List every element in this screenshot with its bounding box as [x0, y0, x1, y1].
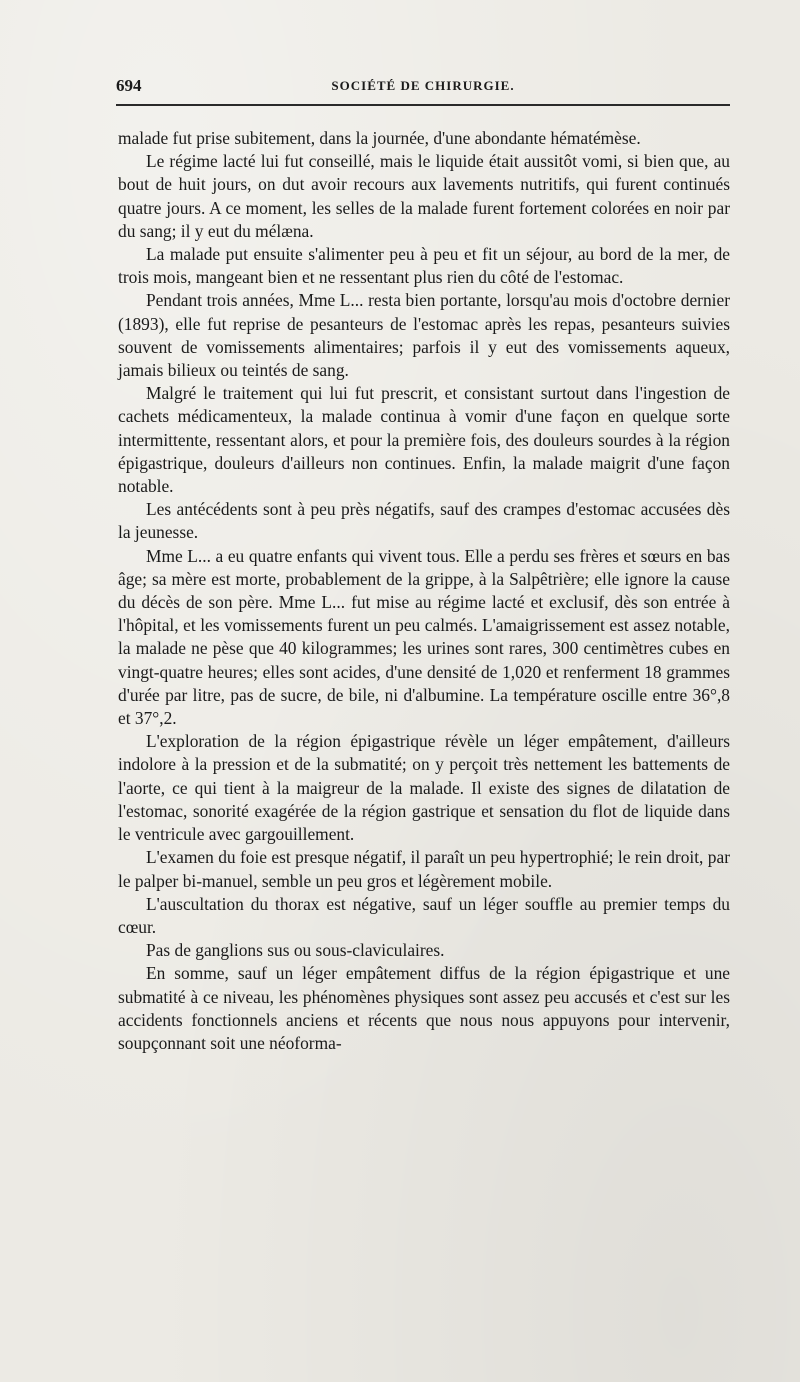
paragraph: malade fut prise subitement, dans la journée, d'une abondante hématémèse. — [118, 128, 641, 148]
paragraph: L'auscultation du thorax est négative, sauf un léger souffle au premier temps du cœur. — [118, 893, 730, 937]
paragraph: Malgré le traitement qui lui fut prescrit, et consistant surtout dans l'ingestion de cachets médicamenteux, la malade continua à vomir d'une façon en quelque sorte intermittente, ressentant alors, et pour la première fois, des douleurs sourdes à la région épigastrique, douleurs d'ailleurs non continues. Enfin, la malade maigrit d'une façon notable. — [118, 383, 730, 497]
running-title: SOCIÉTÉ DE CHIRURGIE. — [331, 78, 515, 93]
paragraph: Le régime lacté lui fut conseillé, mais le liquide était aussitôt vomi, si bien que, au bout de huit jours, on dut avoir recours aux lavements nutritifs, qui furent continués quatre jours. A ce moment, les selles de la malade furent fortement colorées en noir par du sang; il y eut du mélæna. — [118, 151, 730, 241]
paragraph: Pas de ganglions sus ou sous-claviculaires. — [146, 940, 445, 961]
page-header — [116, 76, 730, 98]
paragraph: L'exploration de la région épigastrique révèle un léger empâtement, d'ailleurs indolore à la pression et de la submatité; on y perçoit très nettement les battements de l'aorte, ce qui tient à la maigreur de la malade. Il existe des signes de dilatation de l'estomac, sonorité exagérée de la région gastrique et sensation du flot de liquide dans le ventricule avec gargouillement. — [118, 731, 730, 845]
paragraph: Mme L... a eu quatre enfants qui vivent tous. Elle a perdu ses frères et sœurs en bas âge; sa mère est morte, probablement de la grippe, à la Salpêtrière; elle ignore la cause du décès de son père. Mme L... fut mise au régime lacté et exclusif, dès son entrée à l'hôpital, et les vomissements furent un peu calmés. L'amaigrissement est assez notable, la malade ne pèse que 40 kilogrammes; les urines sont rares, 300 centimètres cubes en vingt-quatre heures; elles sont acides, d'une densité de 1,020 et renferment 18 grammes d'urée par litre, pas de sucre, de bile, ni d'albumine. La température oscille entre 36°,8 et 37°,2. — [118, 545, 730, 729]
paragraph: La malade put ensuite s'alimenter peu à peu et fit un séjour, au bord de la mer, de trois mois, mangeant bien et ne ressentant plus rien du côté de l'estomac. — [118, 244, 730, 288]
header-rule — [116, 104, 730, 106]
page-number: 694 — [116, 76, 142, 95]
paragraph: Les antécédents sont à peu près négatifs, sauf des crampes d'estomac accusées dès la jeunesse. — [118, 499, 730, 543]
body-text — [118, 127, 730, 1055]
paragraph: En somme, sauf un léger empâtement diffus de la région épigastrique et une submatité à ce niveau, les phénomènes physiques sont assez peu accusés et c'est sur les accidents fonctionnels anciens et récents que nous nous appuyons pour intervenir, soupçonnant soit une néoforma- — [118, 963, 730, 1053]
paragraph: Pendant trois années, Mme L... resta bien portante, lorsqu'au mois d'octobre dernier (1893), elle fut reprise de pesanteurs de l'estomac après les repas, pesanteurs suivies souvent de vomissements alimentaires; parfois il y eut des vomissements aqueux, jamais bilieux ou teintés de sang. — [118, 290, 730, 381]
paragraph: L'examen du foie est presque négatif, il paraît un peu hypertrophié; le rein droit, par le palper bi-manuel, semble un peu gros et légèrement mobile. — [118, 847, 730, 891]
